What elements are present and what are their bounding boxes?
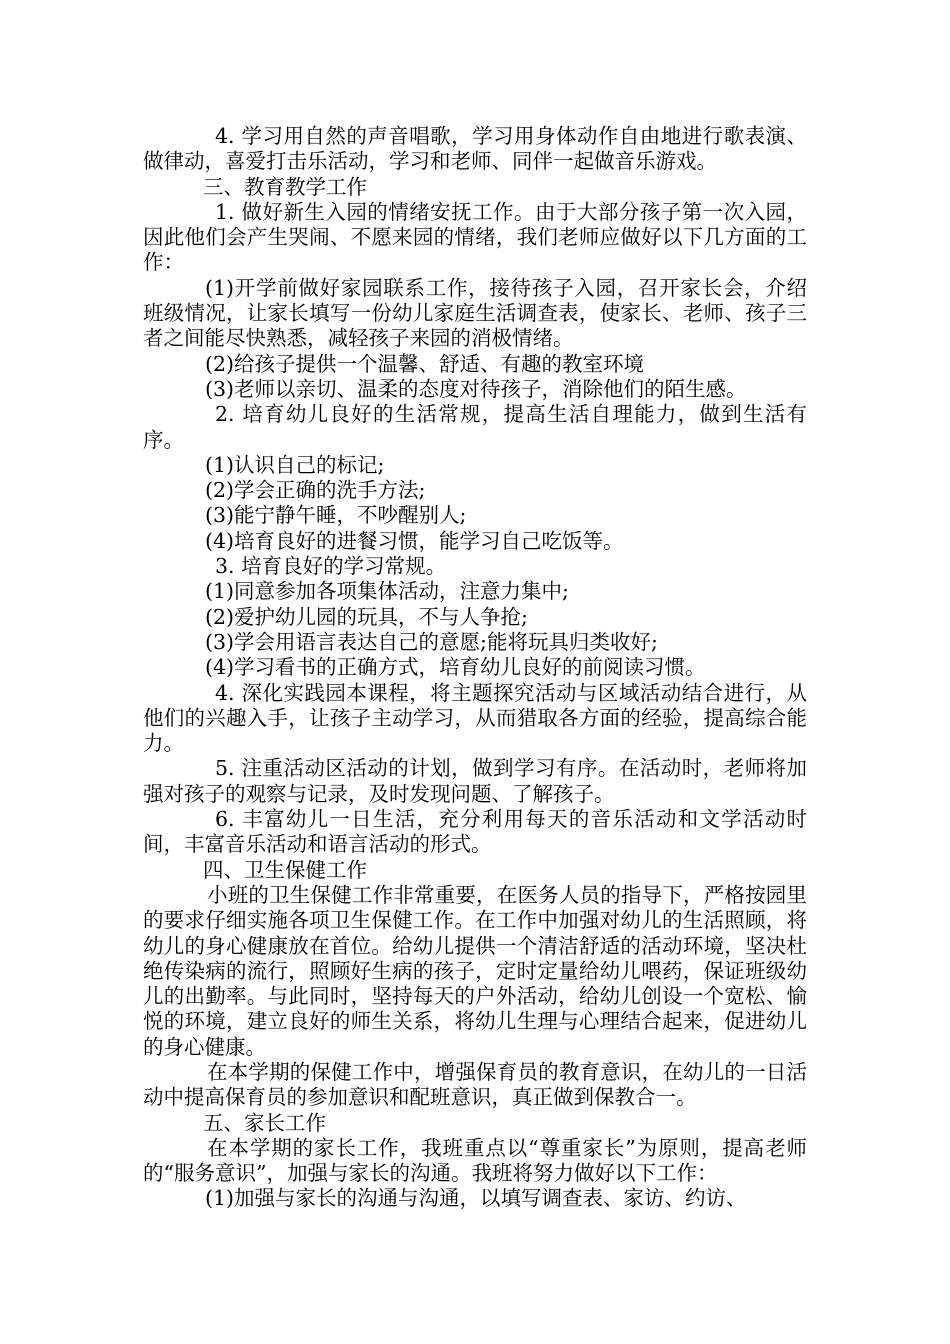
list-item: (1)开学前做好家园联系工作，接待孩子入园，召开家长会，介绍班级情况，让家长填写一份幼儿家庭生活调查表，使家长、老师、孩子三者之间能尽快熟悉，减轻孩子来园的消极情绪。 — [143, 275, 807, 351]
list-item: (2)学会正确的洗手方法; — [205, 478, 426, 503]
section-heading: 三、教育教学工作 — [203, 174, 367, 199]
list-item: (2)爱护幼儿园的玩具，不与人争抢; — [205, 604, 528, 629]
list-item: (3)学会用语言表达自己的意愿;能将玩具归类收好; — [205, 629, 658, 654]
paragraph: 3. 培育良好的学习常规。 — [215, 554, 447, 579]
list-item: (3)老师以亲切、温柔的态度对待孩子，消除他们的陌生感。 — [205, 376, 747, 401]
list-item: (1)同意参加各项集体活动，注意力集中; — [205, 579, 569, 604]
paragraph: 2. 培育幼儿良好的生活常规，提高生活自理能力，做到生活有序。 — [143, 402, 807, 452]
list-item: (4)培育良好的进餐习惯，能学习自己吃饭等。 — [205, 528, 624, 553]
list-item: (2)给孩子提供一个温馨、舒适、有趣的教室环境 — [205, 351, 645, 376]
paragraph: 4. 学习用自然的声音唱歌，学习用身体动作自由地进行歌表演、做律动，喜爱打击乐活动，学习和老师、同伴一起做音乐游戏。 — [143, 124, 807, 174]
paragraph: 在本学期的家长工作，我班重点以“尊重家长”为原则，提高老师的“服务意识”，加强与家长的沟通。我班将努力做好以下工作： — [143, 1135, 807, 1186]
paragraph: 6. 丰富幼儿一日生活，充分利用每天的音乐活动和文学活动时间，丰富音乐活动和语言活动的形式。 — [143, 807, 807, 857]
list-item: (1)加强与家长的沟通与沟通，以填写调查表、家访、约访、 — [205, 1186, 747, 1211]
section-heading: 五、家长工作 — [203, 1110, 326, 1135]
paragraph: 1. 做好新生入园的情绪安抚工作。由于大部分孩子第一次入园，因此他们会产生哭闹、不愿来园的情绪，我们老师应做好以下几方面的工作： — [143, 199, 807, 275]
paragraph: 小班的卫生保健工作非常重要，在医务人员的指导下，严格按园里的要求仔细实施各项卫生保健工作。在工作中加强对幼儿的生活照顾，将幼儿的身心健康放在首位。给幼儿提供一个清洁舒适的活动环境，坚决杜绝传染病的流行，照顾好生病的孩子，定时定量给幼儿喂药，保证班级幼儿的出勤率。与此同时，坚持每天的户外活动，给幼儿创设一个宽松、愉悦的环境，建立良好的师生关系，将幼儿生理与心理结合起来，促进幼儿的身心健康。 — [143, 882, 807, 1059]
list-item: (4)学习看书的正确方式，培育幼儿良好的前阅读习惯。 — [205, 655, 706, 680]
paragraph: 在本学期的保健工作中，增强保育员的教育意识，在幼儿的一日活动中提高保育员的参加意识和配班意识，真正做到保教合一。 — [143, 1059, 807, 1110]
paragraph: 4. 深化实践园本课程，将主题探究活动与区域活动结合进行，从他们的兴趣入手，让孩子主动学习，从而猎取各方面的经验，提高综合能力。 — [143, 680, 807, 756]
section-heading: 四、卫生保健工作 — [203, 857, 367, 882]
list-item: (1)认识自己的标记; — [205, 452, 385, 477]
paragraph: 5. 注重活动区活动的计划，做到学习有序。在活动时，老师将加强对孩子的观察与记录，及时发现问题、了解孩子。 — [143, 756, 807, 806]
document-body — [143, 124, 807, 1212]
list-item: (3)能宁静午睡，不吵醒别人; — [205, 503, 467, 528]
